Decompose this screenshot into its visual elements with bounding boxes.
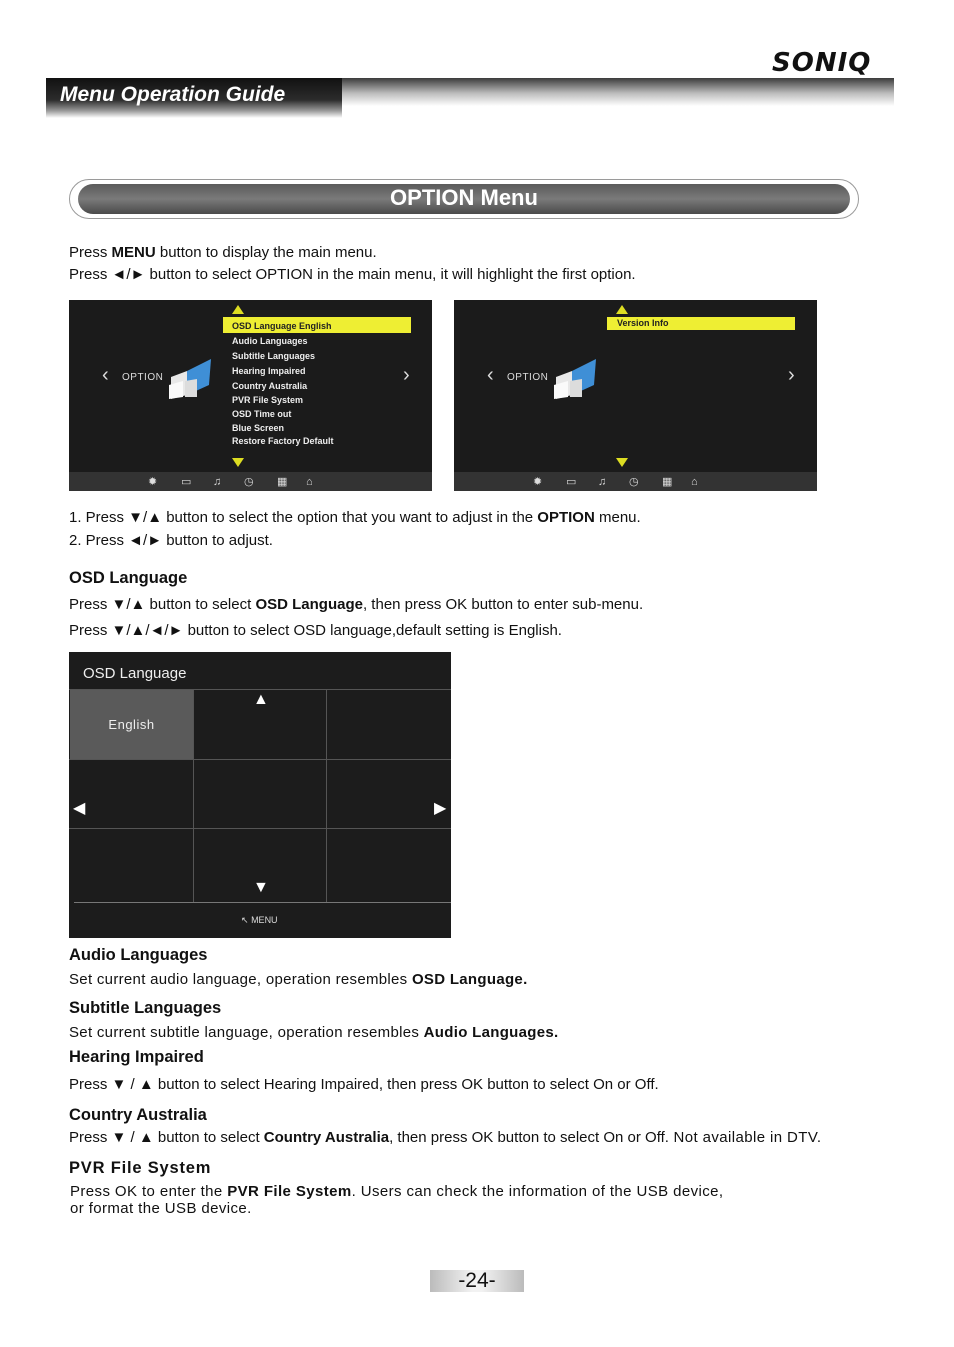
option-icon <box>167 355 213 399</box>
intro-line-2: Press ◄/► button to select OPTION in the main menu, it will highlight the first option. <box>69 266 636 283</box>
lock-icon: ⌂ <box>306 476 313 488</box>
grid-line <box>74 902 451 903</box>
menu-item: Blue Screen <box>232 423 285 433</box>
chevron-left-icon: ‹ <box>102 364 109 386</box>
brand-logo: SONIQ <box>772 48 872 78</box>
heading-pvr-file-system: PVR File System <box>69 1159 212 1177</box>
screen-label: OPTION <box>122 372 164 383</box>
page-number: -24- <box>430 1270 524 1292</box>
up-arrow-icon[interactable]: ▲ <box>253 691 269 708</box>
dialog-title: OSD Language <box>83 665 187 682</box>
music-icon: ♫ <box>213 476 222 488</box>
chevron-right-icon: › <box>403 364 410 386</box>
right-arrow-icon[interactable]: ▶ <box>434 800 447 817</box>
country-australia-text: Press ▼ / ▲ button to select Country Australia, then press OK button to select On or Off. Not available in DTV. <box>69 1129 822 1146</box>
clock-icon: ◷ <box>629 476 639 488</box>
osd-language-text-1: Press ▼/▲ button to select OSD Language, then press OK button to enter sub-menu. <box>69 596 644 613</box>
menu-item: Audio Languages <box>232 336 308 346</box>
screen-bottom-bar <box>69 472 432 491</box>
osd-language-dialog <box>69 652 451 938</box>
option-icon <box>552 355 598 399</box>
lock-icon: ⌂ <box>691 476 698 488</box>
pvr-file-system-text-1: Press OK to enter the PVR File System. Users can check the information of the USB device, <box>70 1183 724 1200</box>
audio-languages-text: Set current audio language, operation resembles OSD Language. <box>69 971 528 988</box>
menu-item: Country Australia <box>232 381 308 391</box>
grid-icon: ▦ <box>277 476 288 488</box>
chevron-left-icon: ‹ <box>487 364 494 386</box>
intro-line-1: Press MENU button to display the main menu. <box>69 244 377 261</box>
down-arrow-icon <box>616 458 628 467</box>
grid-line <box>193 690 194 902</box>
back-icon: ↖ <box>241 915 249 925</box>
up-arrow-icon <box>616 305 628 314</box>
heading-audio-languages: Audio Languages <box>69 946 208 964</box>
heading-subtitle-languages: Subtitle Languages <box>69 999 222 1017</box>
grid-icon: ▦ <box>662 476 673 488</box>
osd-language-text-2: Press ▼/▲/◄/► button to select OSD language,default setting is English. <box>69 622 562 639</box>
screen-bottom-bar <box>454 472 817 491</box>
screen-label: OPTION <box>507 372 549 383</box>
menu-item: Subtitle Languages <box>232 351 316 361</box>
menu-item: Hearing Impaired <box>232 366 306 376</box>
gear-icon: ✹ <box>533 476 543 488</box>
heading-country-australia: Country Australia <box>69 1106 207 1124</box>
grid-line <box>69 828 451 829</box>
monitor-icon: ▭ <box>566 476 577 488</box>
menu-item-highlighted: OSD Language English <box>232 321 332 331</box>
menu-hint <box>241 915 278 926</box>
grid-line <box>69 759 451 760</box>
down-arrow-icon <box>232 458 244 467</box>
pvr-file-system-text-2: or format the USB device. <box>70 1200 252 1217</box>
chevron-right-icon: › <box>788 364 795 386</box>
language-option-label: English <box>108 717 155 732</box>
hearing-impaired-text: Press ▼ / ▲ button to select Hearing Impaired, then press OK button to select On or Off. <box>69 1076 659 1093</box>
gear-icon: ✹ <box>148 476 158 488</box>
language-option-selected[interactable] <box>70 690 193 759</box>
tv-screen-right <box>454 300 817 491</box>
tv-screen-left <box>69 300 432 491</box>
clock-icon: ◷ <box>244 476 254 488</box>
menu-item-highlighted: Version Info <box>617 318 669 328</box>
menu-item: OSD Time out <box>232 409 292 419</box>
menu-item: Restore Factory Default <box>232 436 334 446</box>
step-1: 1. Press ▼/▲ button to select the option that you want to adjust in the OPTION menu. <box>69 509 641 526</box>
subtitle-languages-text: Set current subtitle language, operation resembles Audio Languages. <box>69 1024 559 1041</box>
menu-hint-label: MENU <box>251 915 278 925</box>
heading-hearing-impaired: Hearing Impaired <box>69 1048 204 1066</box>
music-icon: ♫ <box>598 476 607 488</box>
heading-osd-language: OSD Language <box>69 569 188 587</box>
left-arrow-icon[interactable]: ◀ <box>73 800 86 817</box>
up-arrow-icon <box>232 305 244 314</box>
step-2: 2. Press ◄/► button to adjust. <box>69 532 273 549</box>
banner-title: OPTION Menu <box>390 185 538 210</box>
grid-line <box>326 690 327 902</box>
section-title: Menu Operation Guide <box>60 83 286 106</box>
down-arrow-icon[interactable]: ▼ <box>253 879 269 896</box>
monitor-icon: ▭ <box>181 476 192 488</box>
menu-item: PVR File System <box>232 395 304 405</box>
